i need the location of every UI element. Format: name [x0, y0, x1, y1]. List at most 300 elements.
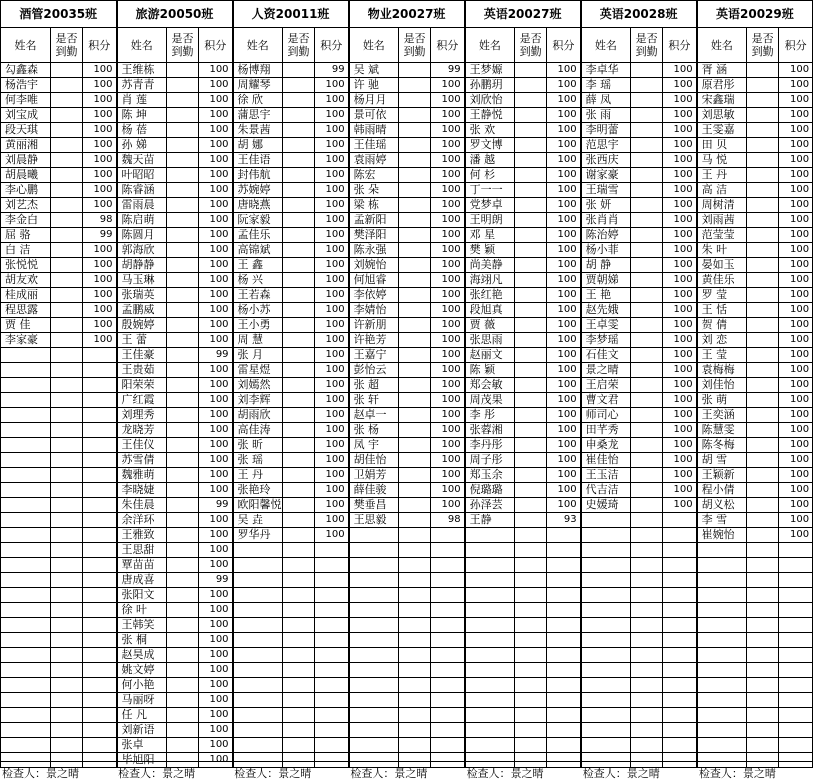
student-name: 吴 垚 — [233, 513, 283, 528]
score-cell: 99 — [83, 228, 117, 243]
score-cell: 100 — [663, 438, 697, 453]
score-cell: 100 — [431, 498, 465, 513]
attendance-cell — [747, 168, 779, 183]
student-name: 李 瑶 — [581, 78, 631, 93]
student-name — [349, 528, 399, 543]
student-name: 龙晓芳 — [117, 423, 167, 438]
score-cell — [315, 543, 349, 558]
score-cell — [431, 678, 465, 693]
student-name: 雷雨晨 — [117, 198, 167, 213]
attendance-cell — [283, 258, 315, 273]
student-name: 周子彤 — [465, 453, 515, 468]
attendance-cell — [631, 498, 663, 513]
student-name: 杨博翔 — [233, 63, 283, 78]
student-name: 何旭睿 — [349, 273, 399, 288]
student-name — [465, 738, 515, 753]
attendance-cell — [747, 513, 779, 528]
student-name — [581, 678, 631, 693]
attendance-cell — [51, 618, 83, 633]
student-name — [349, 738, 399, 753]
student-name: 马 悦 — [697, 153, 747, 168]
table-row — [1, 138, 813, 153]
student-name — [465, 663, 515, 678]
student-name: 景之晴 — [581, 363, 631, 378]
student-name: 刘婉怡 — [349, 258, 399, 273]
score-cell — [547, 528, 581, 543]
attendance-cell — [167, 348, 199, 363]
table-row — [1, 588, 813, 603]
col-header-name: 姓名 — [581, 28, 631, 63]
attendance-cell — [283, 363, 315, 378]
attendance-cell — [51, 708, 83, 723]
score-cell — [83, 498, 117, 513]
attendance-cell — [631, 153, 663, 168]
score-cell: 100 — [199, 528, 233, 543]
score-cell — [315, 648, 349, 663]
score-cell: 100 — [315, 93, 349, 108]
student-name: 何小艳 — [117, 678, 167, 693]
score-cell: 100 — [431, 258, 465, 273]
attendance-cell — [631, 93, 663, 108]
table-row — [1, 393, 813, 408]
score-cell: 100 — [83, 153, 117, 168]
score-cell: 100 — [547, 423, 581, 438]
score-cell: 100 — [663, 393, 697, 408]
student-name — [349, 603, 399, 618]
attendance-cell — [747, 318, 779, 333]
attendance-cell — [51, 573, 83, 588]
student-name: 孙鹏玥 — [465, 78, 515, 93]
score-cell: 100 — [779, 363, 813, 378]
attendance-cell — [631, 183, 663, 198]
score-cell — [663, 558, 697, 573]
attendance-cell — [283, 123, 315, 138]
attendance-cell — [399, 498, 431, 513]
class-title: 人资20011班 — [233, 1, 349, 28]
col-header-score: 积分 — [315, 28, 349, 63]
attendance-cell — [747, 348, 779, 363]
student-name: 魏雅萌 — [117, 468, 167, 483]
student-name — [1, 528, 51, 543]
attendance-cell — [283, 558, 315, 573]
score-cell: 100 — [199, 723, 233, 738]
attendance-cell — [515, 378, 547, 393]
score-cell — [83, 438, 117, 453]
student-name: 薛佳骏 — [349, 483, 399, 498]
student-name: 高佳涛 — [233, 423, 283, 438]
col-header-attend: 是否到勤 — [283, 28, 315, 63]
student-name: 黄丽湘 — [1, 138, 51, 153]
attendance-cell — [167, 513, 199, 528]
score-cell: 100 — [779, 243, 813, 258]
score-cell: 100 — [199, 303, 233, 318]
attendance-cell — [283, 108, 315, 123]
inspector-label: 检查人： — [234, 767, 278, 780]
student-name: 谢家豪 — [581, 168, 631, 183]
table-row — [1, 303, 813, 318]
student-name — [1, 648, 51, 663]
score-cell — [431, 633, 465, 648]
student-name: 张 朵 — [349, 183, 399, 198]
attendance-cell — [747, 63, 779, 78]
attendance-cell — [631, 258, 663, 273]
score-cell: 100 — [315, 108, 349, 123]
student-name: 樊垂昌 — [349, 498, 399, 513]
student-name: 贾 薇 — [465, 318, 515, 333]
table-row — [1, 528, 813, 543]
score-cell: 99 — [431, 63, 465, 78]
attendance-cell — [631, 423, 663, 438]
score-cell: 100 — [199, 333, 233, 348]
student-name — [465, 723, 515, 738]
score-cell — [663, 738, 697, 753]
student-name — [1, 723, 51, 738]
attendance-cell — [515, 573, 547, 588]
student-name: 王佳仪 — [117, 438, 167, 453]
student-name — [233, 573, 283, 588]
attendance-cell — [747, 258, 779, 273]
attendance-cell — [167, 108, 199, 123]
student-name: 李 彤 — [465, 408, 515, 423]
score-cell: 100 — [663, 318, 697, 333]
inspector-name: 景之晴 — [46, 767, 79, 780]
attendance-cell — [283, 408, 315, 423]
score-cell: 100 — [199, 93, 233, 108]
score-cell: 100 — [547, 393, 581, 408]
student-name: 李卓华 — [581, 63, 631, 78]
attendance-cell — [167, 678, 199, 693]
attendance-cell — [515, 663, 547, 678]
table-row — [1, 498, 813, 513]
student-name: 苏雪倩 — [117, 453, 167, 468]
score-cell: 100 — [779, 513, 813, 528]
score-cell — [779, 588, 813, 603]
attendance-cell — [631, 78, 663, 93]
attendance-cell — [51, 513, 83, 528]
score-cell: 100 — [663, 123, 697, 138]
score-cell — [547, 738, 581, 753]
attendance-cell — [399, 243, 431, 258]
inspector-footer — [0, 761, 813, 783]
score-cell: 100 — [663, 168, 697, 183]
student-name — [697, 663, 747, 678]
attendance-cell — [399, 558, 431, 573]
score-cell — [431, 708, 465, 723]
student-name: 郑玉余 — [465, 468, 515, 483]
student-name: 王 丹 — [697, 168, 747, 183]
score-cell: 100 — [547, 138, 581, 153]
student-name: 刘理秀 — [117, 408, 167, 423]
student-name — [581, 633, 631, 648]
student-name: 范莹莹 — [697, 228, 747, 243]
student-name: 张艳玲 — [233, 483, 283, 498]
student-name — [465, 573, 515, 588]
inspector-cell — [581, 762, 697, 783]
score-cell: 100 — [779, 213, 813, 228]
table-row — [1, 408, 813, 423]
attendance-cell — [51, 318, 83, 333]
attendance-cell — [399, 573, 431, 588]
student-name — [1, 438, 51, 453]
attendance-cell — [515, 318, 547, 333]
score-cell — [315, 738, 349, 753]
col-header-attend: 是否到勤 — [631, 28, 663, 63]
student-name: 胡晨曦 — [1, 168, 51, 183]
attendance-cell — [167, 723, 199, 738]
attendance-cell — [747, 108, 779, 123]
student-name: 韩雨晴 — [349, 123, 399, 138]
student-name: 陈 颖 — [465, 363, 515, 378]
score-cell — [547, 573, 581, 588]
score-cell — [83, 363, 117, 378]
student-name — [465, 558, 515, 573]
attendance-cell — [283, 678, 315, 693]
attendance-cell — [51, 603, 83, 618]
score-cell — [83, 588, 117, 603]
student-name: 海翊凡 — [465, 273, 515, 288]
student-name — [1, 348, 51, 363]
score-cell: 100 — [83, 333, 117, 348]
attendance-cell — [747, 558, 779, 573]
col-header-name: 姓名 — [349, 28, 399, 63]
attendance-cell — [399, 183, 431, 198]
score-cell: 100 — [315, 153, 349, 168]
student-name — [233, 603, 283, 618]
attendance-cell — [515, 558, 547, 573]
attendance-cell — [399, 603, 431, 618]
attendance-cell — [283, 633, 315, 648]
student-name: 王静 — [465, 513, 515, 528]
score-cell: 100 — [431, 228, 465, 243]
student-name: 胥 涵 — [697, 63, 747, 78]
attendance-cell — [747, 663, 779, 678]
col-header-attend: 是否到勤 — [167, 28, 199, 63]
student-name: 陈治婷 — [581, 228, 631, 243]
attendance-cell — [51, 528, 83, 543]
score-cell: 100 — [779, 483, 813, 498]
student-name — [233, 633, 283, 648]
attendance-cell — [631, 633, 663, 648]
attendance-cell — [283, 78, 315, 93]
score-cell: 100 — [779, 153, 813, 168]
score-cell: 99 — [199, 348, 233, 363]
attendance-cell — [167, 633, 199, 648]
student-name: 崔婉怡 — [697, 528, 747, 543]
score-cell: 100 — [547, 213, 581, 228]
score-cell: 100 — [779, 183, 813, 198]
score-cell — [663, 678, 697, 693]
student-name: 胡义松 — [697, 498, 747, 513]
attendance-cell — [399, 78, 431, 93]
score-cell: 100 — [547, 483, 581, 498]
student-name: 王雅致 — [117, 528, 167, 543]
attendance-cell — [51, 198, 83, 213]
col-header-name: 姓名 — [1, 28, 51, 63]
attendance-cell — [515, 123, 547, 138]
score-cell: 100 — [199, 213, 233, 228]
score-cell: 100 — [547, 453, 581, 468]
attendance-cell — [51, 678, 83, 693]
score-cell: 100 — [315, 273, 349, 288]
score-cell — [83, 663, 117, 678]
student-name: 张思雨 — [465, 333, 515, 348]
attendance-cell — [631, 273, 663, 288]
student-name: 何 杉 — [465, 168, 515, 183]
score-cell — [779, 678, 813, 693]
student-name — [1, 393, 51, 408]
score-cell: 100 — [547, 183, 581, 198]
score-cell: 100 — [315, 483, 349, 498]
score-cell: 100 — [315, 138, 349, 153]
student-name — [697, 588, 747, 603]
attendance-cell — [283, 168, 315, 183]
inspector-name: 景之晴 — [394, 767, 427, 780]
attendance-cell — [167, 78, 199, 93]
student-name: 张 妍 — [581, 198, 631, 213]
student-name — [581, 663, 631, 678]
score-cell — [663, 618, 697, 633]
attendance-cell — [167, 303, 199, 318]
score-cell — [663, 543, 697, 558]
student-name: 张 月 — [233, 348, 283, 363]
attendance-cell — [283, 648, 315, 663]
student-name — [697, 648, 747, 663]
attendance-cell — [631, 663, 663, 678]
score-cell: 100 — [83, 108, 117, 123]
student-name: 张蓉湘 — [465, 423, 515, 438]
attendance-cell — [631, 168, 663, 183]
student-name — [697, 723, 747, 738]
attendance-cell — [283, 153, 315, 168]
attendance-cell — [747, 588, 779, 603]
student-name: 刘新语 — [117, 723, 167, 738]
attendance-cell — [631, 63, 663, 78]
col-header-attend: 是否到勤 — [51, 28, 83, 63]
table-row — [1, 333, 813, 348]
score-cell — [83, 723, 117, 738]
score-cell: 100 — [315, 243, 349, 258]
student-name: 张西庆 — [581, 153, 631, 168]
score-cell: 100 — [431, 423, 465, 438]
score-cell: 100 — [83, 168, 117, 183]
table-row — [1, 318, 813, 333]
score-cell: 100 — [199, 273, 233, 288]
score-cell — [779, 648, 813, 663]
score-cell: 100 — [199, 423, 233, 438]
score-cell: 100 — [431, 198, 465, 213]
student-name: 雷星煜 — [233, 363, 283, 378]
score-cell: 100 — [83, 318, 117, 333]
student-name: 王佳语 — [233, 153, 283, 168]
score-cell: 100 — [315, 408, 349, 423]
student-name — [1, 558, 51, 573]
score-cell: 100 — [199, 318, 233, 333]
score-cell: 100 — [199, 663, 233, 678]
score-cell — [547, 558, 581, 573]
score-cell: 100 — [779, 228, 813, 243]
score-cell — [431, 588, 465, 603]
attendance-cell — [51, 663, 83, 678]
table-row — [1, 63, 813, 78]
score-cell: 100 — [779, 333, 813, 348]
student-name — [581, 693, 631, 708]
attendance-cell — [515, 468, 547, 483]
score-cell: 100 — [83, 63, 117, 78]
score-cell — [431, 648, 465, 663]
score-cell: 100 — [547, 78, 581, 93]
attendance-cell — [283, 288, 315, 303]
score-cell: 100 — [199, 588, 233, 603]
score-cell: 99 — [199, 498, 233, 513]
attendance-cell — [515, 228, 547, 243]
attendance-cell — [631, 108, 663, 123]
attendance-cell — [167, 528, 199, 543]
student-name: 刘雨茜 — [697, 213, 747, 228]
attendance-cell — [399, 513, 431, 528]
score-cell: 100 — [199, 363, 233, 378]
attendance-cell — [167, 243, 199, 258]
student-name: 杨浩宇 — [1, 78, 51, 93]
score-cell — [547, 633, 581, 648]
score-cell: 99 — [315, 63, 349, 78]
student-name: 许艳芳 — [349, 333, 399, 348]
student-name — [349, 678, 399, 693]
attendance-cell — [167, 738, 199, 753]
score-cell: 100 — [547, 288, 581, 303]
student-name: 张瑞英 — [117, 288, 167, 303]
attendance-cell — [747, 693, 779, 708]
student-name — [349, 663, 399, 678]
score-cell: 100 — [779, 258, 813, 273]
inspector-name: 景之晴 — [162, 767, 195, 780]
student-name: 薛 凤 — [581, 93, 631, 108]
score-cell: 100 — [547, 438, 581, 453]
attendance-cell — [283, 63, 315, 78]
score-cell — [547, 663, 581, 678]
student-name: 毕旭阳 — [117, 753, 167, 768]
score-cell — [315, 573, 349, 588]
attendance-cell — [51, 693, 83, 708]
student-name — [1, 513, 51, 528]
score-cell — [83, 348, 117, 363]
attendance-cell — [399, 288, 431, 303]
student-name: 王韩笑 — [117, 618, 167, 633]
attendance-cell — [51, 498, 83, 513]
student-name: 陈圆月 — [117, 228, 167, 243]
table-row — [1, 468, 813, 483]
attendance-cell — [399, 633, 431, 648]
student-name — [465, 678, 515, 693]
student-name — [349, 558, 399, 573]
attendance-cell — [515, 288, 547, 303]
inspector-label: 检查人： — [350, 767, 394, 780]
score-cell: 100 — [431, 273, 465, 288]
student-name: 赵卓一 — [349, 408, 399, 423]
student-name: 凤 宇 — [349, 438, 399, 453]
score-cell — [83, 528, 117, 543]
student-name: 李晓婕 — [117, 483, 167, 498]
attendance-cell — [515, 483, 547, 498]
table-row — [1, 78, 813, 93]
student-name: 尚美静 — [465, 258, 515, 273]
attendance-cell — [283, 588, 315, 603]
attendance-cell — [747, 423, 779, 438]
attendance-cell — [515, 723, 547, 738]
student-name: 张卓 — [117, 738, 167, 753]
student-name: 何李唯 — [1, 93, 51, 108]
attendance-cell — [631, 408, 663, 423]
student-name: 李依婷 — [349, 288, 399, 303]
